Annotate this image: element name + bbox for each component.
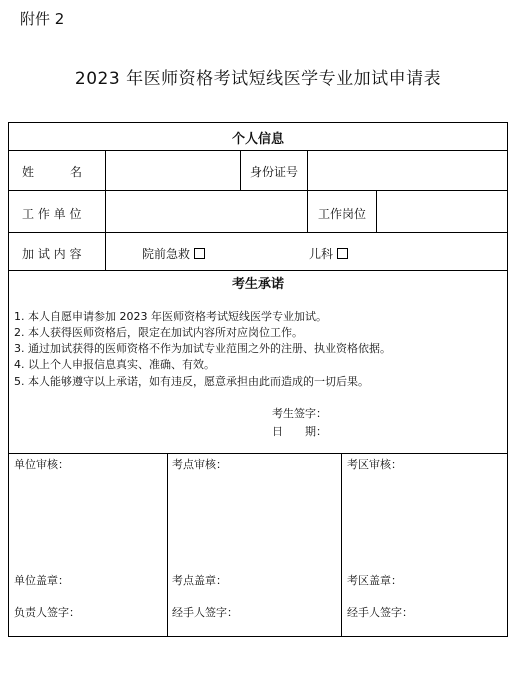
exam-site-seal-label: 考点盖章：	[172, 574, 227, 587]
unit-review-label: 单位审核：	[14, 458, 69, 471]
personal-info-heading: 个人信息	[231, 132, 284, 147]
work-unit-label: 工 作 单 位	[22, 207, 82, 221]
pledge-item: 2. 本人获得医师资格后，限定在加试内容所对应岗位工作。	[14, 326, 303, 339]
exam-district-handler-signature-label: 经手人签字：	[347, 606, 413, 619]
document-title: 2023 年医师资格考试短线医学专业加试申请表	[74, 69, 442, 89]
pledge-heading: 考生承诺	[231, 277, 284, 292]
option-emergency-label: 院前急救	[142, 247, 191, 261]
candidate-signature-label: 考生签字：	[272, 407, 327, 420]
position-label: 工作岗位	[318, 207, 367, 221]
attachment-label: 附件 2	[20, 10, 65, 28]
id-number-field[interactable]	[308, 151, 506, 189]
unit-seal-label: 单位盖章：	[14, 574, 69, 587]
exam-site-handler-signature-label: 经手人签字：	[172, 606, 238, 619]
pledge-item: 3. 通过加试获得的医师资格不作为加试专业范围之外的注册、执业资格依据。	[14, 342, 391, 355]
exam-district-seal-label: 考区盖章：	[347, 574, 402, 587]
work-unit-field[interactable]	[106, 191, 306, 231]
position-field[interactable]	[377, 191, 506, 231]
name-label: 姓 名	[22, 165, 83, 179]
unit-head-signature-label: 负责人签字：	[14, 606, 80, 619]
exam-content-label: 加 试 内 容	[22, 247, 82, 261]
pledge-item: 1. 本人自愿申请参加 2023 年医师资格考试短线医学专业加试。	[14, 310, 327, 323]
date-label: 日 期：	[272, 425, 327, 438]
pledge-item: 5. 本人能够遵守以上承诺，如有违反，愿意承担由此而造成的一切后果。	[14, 375, 369, 388]
pledge-item: 4. 以上个人申报信息真实、准确、有效。	[14, 358, 215, 371]
id-number-label: 身份证号	[250, 165, 299, 179]
option-pediatrics[interactable]	[309, 245, 348, 262]
exam-site-review-label: 考点审核：	[172, 458, 227, 471]
option-emergency[interactable]	[142, 245, 205, 262]
emergency-checkbox[interactable]	[194, 248, 205, 259]
option-pediatrics-label: 儿科	[309, 247, 334, 261]
name-field[interactable]	[106, 151, 239, 189]
pediatrics-checkbox[interactable]	[337, 248, 348, 259]
exam-district-review-label: 考区审核：	[347, 458, 402, 471]
